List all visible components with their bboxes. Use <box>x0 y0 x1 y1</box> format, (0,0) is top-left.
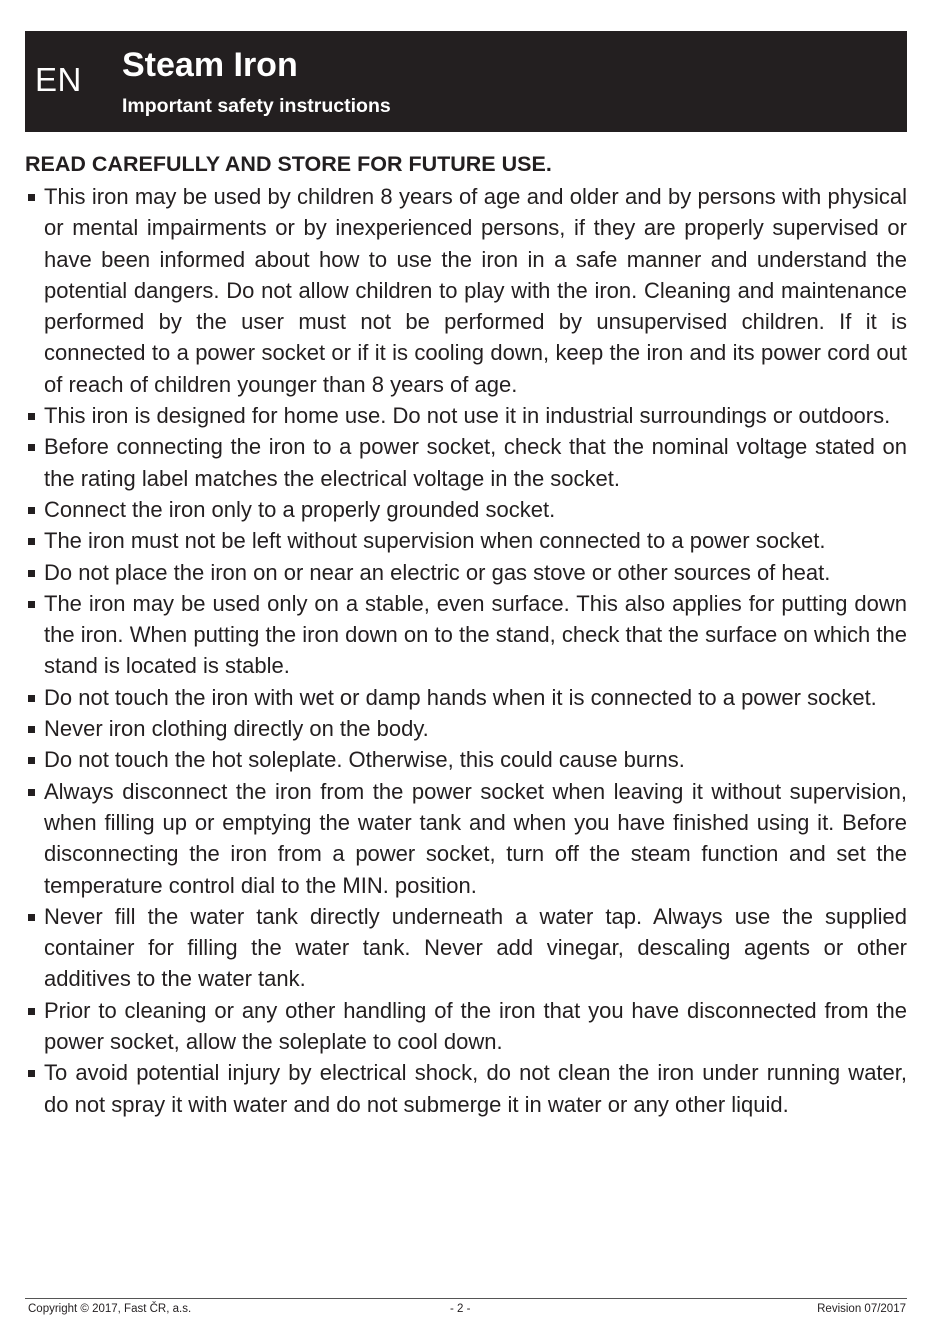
page-title: Steam Iron <box>122 46 298 84</box>
list-item-text: Connect the iron only to a properly grounded socket. <box>44 496 556 522</box>
list-item <box>25 431 907 494</box>
list-item-text: This iron is designed for home use. Do not use it in industrial surroundings or outdoors. <box>44 403 891 429</box>
footer-copyright: Copyright © 2017, Fast ČR, a.s. <box>28 1303 192 1315</box>
list-item-text: Never fill the water tank directly underneath a water tap. Always use the supplied container for filling the water tank. Never add vinegar, descaling agents or other additives to the water tank. <box>44 903 907 992</box>
list-item <box>25 682 907 713</box>
list-item <box>25 181 907 400</box>
list-item <box>25 776 907 901</box>
bullet-icon <box>28 789 35 796</box>
list-item-text: This iron may be used by children 8 years of age and older and by persons with physical or mental impairments or by inexperienced persons, if they are properly supervised or have been informed about how to use the iron in a safe manner and understand the potential dangers. Do not allow children to play with the iron. Cleaning and maintenance performed by the user must not be performed by unsupervised children. If it is connected to a power socket or if it is cooling down, keep the iron and its power cord out of reach of children younger than 8 years of age. <box>44 184 907 397</box>
bullet-icon <box>28 695 35 702</box>
list-item-text: Prior to cleaning or any other handling of the iron that you have disconnected from the power socket, allow the soleplate to cool down. <box>44 997 907 1055</box>
list-item-text: The iron must not be left without supervision when connected to a power socket. <box>44 528 826 554</box>
bullet-icon <box>28 1070 35 1077</box>
list-item <box>25 557 907 588</box>
bullet-icon <box>28 194 35 201</box>
language-code: EN <box>35 61 82 98</box>
header-banner <box>25 31 907 132</box>
list-item-text: Never iron clothing directly on the body. <box>44 716 429 742</box>
list-item <box>25 494 907 525</box>
list-item-text: To avoid potential injury by electrical shock, do not clean the iron under running water, do not spray it with water and do not submerge it in water or any other liquid. <box>44 1060 907 1117</box>
intro-heading: READ CAREFULLY AND STORE FOR FUTURE USE. <box>25 152 552 176</box>
list-item-text: Do not touch the hot soleplate. Otherwise, this could cause burns. <box>44 747 685 773</box>
bullet-icon <box>28 538 35 545</box>
list-item <box>25 525 907 556</box>
list-item <box>25 1057 907 1120</box>
list-item <box>25 901 907 995</box>
list-item-text: Always disconnect the iron from the power socket when leaving it without supervision, when filling up or emptying the water tank and when you have finished using it. Before disconnecting the iron from a power socket, turn off the steam function and set the temperature control dial to the MIN. position. <box>44 778 907 898</box>
bullet-icon <box>28 1008 35 1015</box>
list-item <box>25 744 907 775</box>
instruction-list <box>25 181 907 1120</box>
bullet-icon <box>28 444 35 451</box>
bullet-icon <box>28 914 35 921</box>
bullet-icon <box>28 757 35 764</box>
page-subtitle: Important safety instructions <box>122 95 391 117</box>
list-item <box>25 995 907 1058</box>
bullet-icon <box>28 570 35 577</box>
bullet-icon <box>28 726 35 733</box>
footer-divider <box>25 1298 907 1299</box>
footer-revision: Revision 07/2017 <box>817 1303 906 1315</box>
list-item <box>25 713 907 744</box>
bullet-icon <box>28 413 35 420</box>
list-item-text: Do not place the iron on or near an electric or gas stove or other sources of heat. <box>44 559 831 585</box>
footer-page-number: - 2 - <box>450 1303 471 1315</box>
list-item-text: Do not touch the iron with wet or damp hands when it is connected to a power socket. <box>44 684 877 710</box>
bullet-icon <box>28 601 35 608</box>
bullet-icon <box>28 507 35 514</box>
list-item-text: Before connecting the iron to a power socket, check that the nominal voltage stated on the rating label matches the electrical voltage in the socket. <box>44 434 907 491</box>
list-item <box>25 400 907 431</box>
list-item <box>25 588 907 682</box>
list-item-text: The iron may be used only on a stable, even surface. This also applies for putting down the iron. When putting the iron down on to the stand, check that the surface on which the stand is located is stable. <box>44 590 907 679</box>
